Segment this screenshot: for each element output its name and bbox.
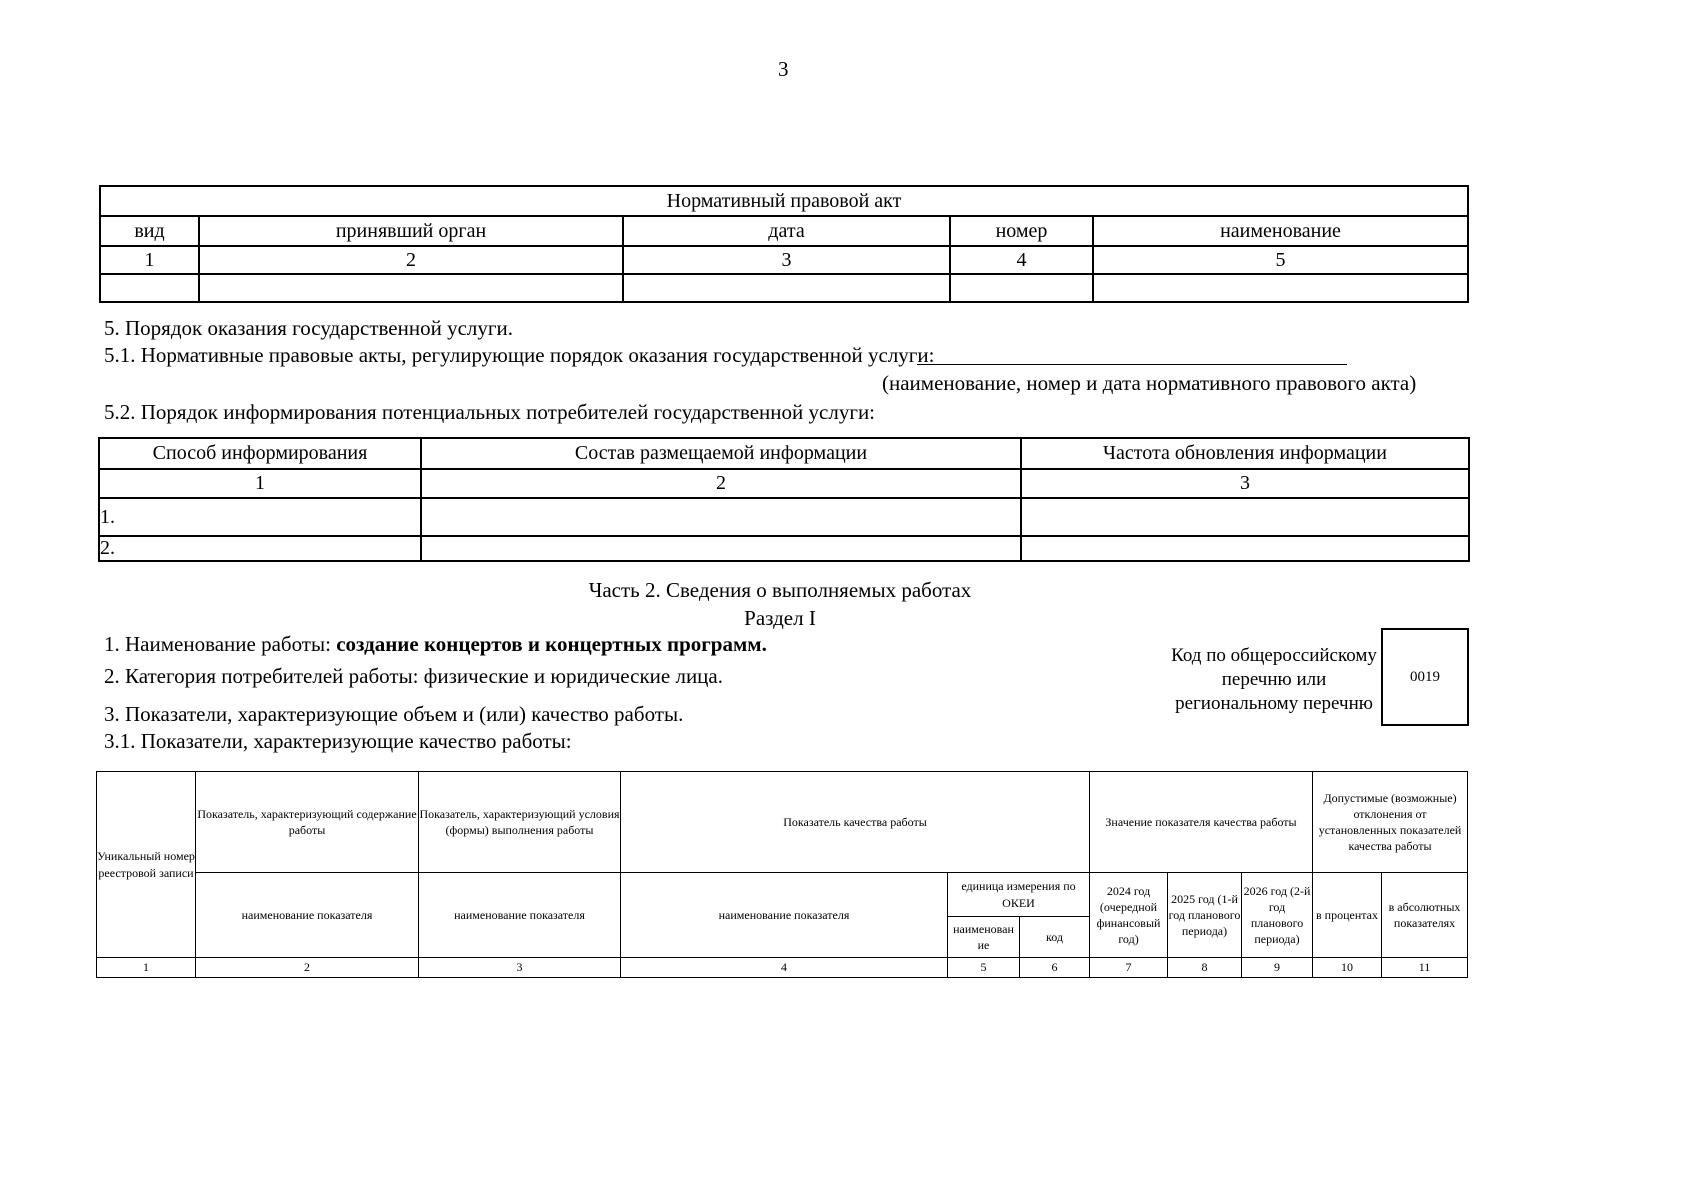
- code-label-line-1: Код по общероссийскому: [1171, 645, 1377, 666]
- header-kind: вид: [100, 216, 199, 246]
- empty-cell: [623, 274, 950, 302]
- header-indicator-name: наименование показателя: [621, 873, 948, 958]
- header-year-2026: 2026 год (2-й год планового периода): [1242, 873, 1313, 958]
- empty-cell: [421, 498, 1021, 536]
- header-year-2025: 2025 год (1-й год планового периода): [1168, 873, 1242, 958]
- header-conditions-indicator: Показатель, характеризующий условия (формы) выполнения работы: [419, 772, 621, 873]
- header-name: наименование: [1093, 216, 1468, 246]
- col-number: 3: [1021, 469, 1469, 498]
- col-number: 11: [1382, 958, 1468, 978]
- col-number: 10: [1313, 958, 1382, 978]
- header-deviation: Допустимые (возможные) отклонения от установленных показателей качества работы: [1313, 772, 1468, 873]
- empty-cell: [1021, 536, 1469, 561]
- header-unique-number: Уникальный номер реестровой записи: [97, 772, 196, 958]
- header-indicator-name: наименование показателя: [419, 873, 621, 958]
- header-date: дата: [623, 216, 950, 246]
- code-label: [1164, 644, 1384, 716]
- header-unit-okei: единица измерения по ОКЕИ: [948, 873, 1090, 917]
- item-1: [104, 632, 767, 657]
- section-title: Раздел I: [744, 606, 816, 630]
- header-info-content: Состав размещаемой информации: [421, 438, 1021, 469]
- part-2-title: Часть 2. Сведения о выполняемых работах: [588, 578, 972, 602]
- col-number: 3: [419, 958, 621, 978]
- header-unit-name: наименован ие: [948, 917, 1020, 958]
- row-label: 2.: [99, 536, 421, 561]
- code-label-line-3: региональному перечню: [1175, 693, 1373, 714]
- section-5-1-text: 5.1. Нормативные правовые акты, регулирующие порядок оказания государственной услуги:: [104, 343, 935, 367]
- section-5-2: 5.2. Порядок информирования потенциальных потребителей государственной услуги:: [104, 400, 876, 424]
- section-5-1: [104, 343, 935, 368]
- header-issuing-body: принявший орган: [199, 216, 623, 246]
- header-update-frequency: Частота обновления информации: [1021, 438, 1469, 469]
- section-5-1-note: (наименование, номер и дата нормативного правового акта): [882, 371, 1417, 395]
- empty-cell: [1093, 274, 1468, 302]
- informing-table: [98, 437, 1470, 562]
- empty-cell: [199, 274, 623, 302]
- header-quality-indicator: Показатель качества работы: [621, 772, 1090, 873]
- header-number: номер: [950, 216, 1093, 246]
- blank-underline: [917, 364, 1347, 365]
- header-content-indicator: Показатель, характеризующий содержание работы: [196, 772, 419, 873]
- header-unit-code: код: [1020, 917, 1090, 958]
- header-year-2024: 2024 год (очередной финансовый год): [1090, 873, 1168, 958]
- col-number: 9: [1242, 958, 1313, 978]
- section-5-heading: 5. Порядок оказания государственной услуги.: [104, 316, 513, 340]
- code-label-line-2: перечню или: [1221, 669, 1327, 690]
- col-number: 4: [621, 958, 948, 978]
- col-number: 2: [199, 246, 623, 274]
- item-3-1: 3.1. Показатели, характеризующие качество работы:: [104, 729, 572, 753]
- empty-cell: [1021, 498, 1469, 536]
- item-1-label: 1. Наименование работы:: [104, 632, 337, 656]
- normative-act-table: [99, 185, 1469, 303]
- col-number: 1: [99, 469, 421, 498]
- col-number: 2: [421, 469, 1021, 498]
- item-2: 2. Категория потребителей работы: физические и юридические лица.: [104, 664, 723, 688]
- col-number: 5: [948, 958, 1020, 978]
- page-number: 3: [778, 57, 789, 81]
- quality-indicators-table: [96, 771, 1468, 978]
- item-1-value: создание концертов и концертных программ.: [336, 632, 767, 656]
- code-value: 0019: [1410, 668, 1440, 685]
- header-percent: в процентах: [1313, 873, 1382, 958]
- header-informing-method: Способ информирования: [99, 438, 421, 469]
- empty-cell: [100, 274, 199, 302]
- item-3: 3. Показатели, характеризующие объем и (или) качество работы.: [104, 702, 684, 726]
- col-number: 3: [623, 246, 950, 274]
- normative-act-title: Нормативный правовой акт: [100, 186, 1468, 216]
- empty-cell: [950, 274, 1093, 302]
- row-label: 1.: [99, 498, 421, 536]
- empty-cell: [421, 536, 1021, 561]
- col-number: 7: [1090, 958, 1168, 978]
- col-number: 1: [100, 246, 199, 274]
- header-indicator-name: наименование показателя: [196, 873, 419, 958]
- col-number: 4: [950, 246, 1093, 274]
- code-box: [1381, 628, 1469, 726]
- col-number: 2: [196, 958, 419, 978]
- col-number: 1: [97, 958, 196, 978]
- header-absolute: в абсолютных показателях: [1382, 873, 1468, 958]
- header-quality-value: Значение показателя качества работы: [1090, 772, 1313, 873]
- col-number: 6: [1020, 958, 1090, 978]
- col-number: 5: [1093, 246, 1468, 274]
- col-number: 8: [1168, 958, 1242, 978]
